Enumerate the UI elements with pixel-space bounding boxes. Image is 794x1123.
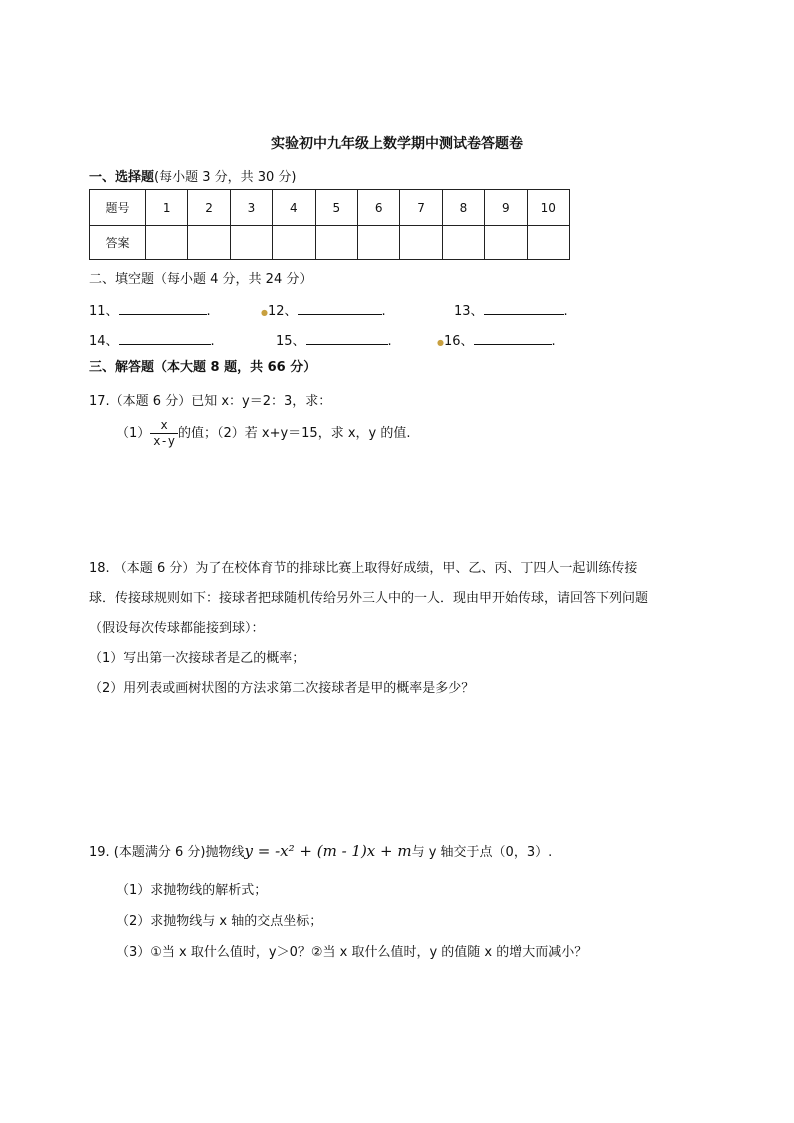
q18-line4: （1）写出第一次接球者是乙的概率；: [89, 651, 306, 666]
fill-blank[interactable]: [119, 302, 207, 315]
table-number-cell: 9: [485, 190, 527, 226]
fill-blank[interactable]: [119, 332, 211, 345]
fill-item-15: [276, 330, 392, 349]
answer-cell[interactable]: [400, 226, 442, 260]
answer-cell[interactable]: [230, 226, 272, 260]
fraction: [150, 418, 178, 449]
fill-period: .: [387, 334, 392, 349]
q19-suffix: 与 y 轴交于点（0，3）.: [411, 845, 553, 860]
table-number-cell: 6: [357, 190, 399, 226]
stray-dot: ●: [437, 338, 444, 347]
table-number-cell: 10: [527, 190, 569, 226]
answer-cell[interactable]: [273, 226, 315, 260]
fill-item-14: [89, 330, 215, 349]
fill-label: 13、: [454, 304, 484, 319]
page-title: 实验初中九年级上数学期中测试卷答题卷: [271, 136, 523, 152]
fill-label: 16、: [443, 334, 474, 349]
table-number-cell: 2: [188, 190, 230, 226]
table-number-cell: 1: [146, 190, 188, 226]
table-number-cell: 7: [400, 190, 442, 226]
answer-cell[interactable]: [188, 226, 230, 260]
stray-dot: ●: [261, 308, 268, 317]
q17-line1: 17.（本题 6 分）已知 x：y＝2：3，求：: [89, 394, 332, 409]
fill-label: 14、: [89, 334, 119, 349]
table-number-cell: 8: [442, 190, 484, 226]
table-number-cell: 5: [315, 190, 357, 226]
table-row2-label: 答案: [90, 226, 146, 260]
answer-cell[interactable]: [146, 226, 188, 260]
q19-part3: （3）①当 x 取什么值时，y＞0？②当 x 取什么值时，y 的值随 x 的增大而减小？: [116, 945, 588, 960]
fill-label: 15、: [276, 334, 306, 349]
fill-item-13: [454, 300, 568, 319]
section3-heading: 三、解答题（本大题 8 题，共 66 分）: [89, 360, 317, 375]
section1-heading: 一、选择题: [89, 170, 155, 185]
section1-heading-line: [89, 166, 297, 185]
table-number-cell: 4: [273, 190, 315, 226]
fill-period: .: [563, 304, 568, 319]
answer-table: [89, 189, 570, 260]
table-number-cell: 3: [230, 190, 272, 226]
fill-blank[interactable]: [306, 332, 388, 345]
fill-blank[interactable]: [298, 302, 382, 315]
section2-heading: 二、填空题（每小题 4 分，共 24 分）: [89, 272, 313, 287]
fill-item-11: [89, 300, 211, 319]
answer-cell[interactable]: [315, 226, 357, 260]
fill-label: 12、: [267, 304, 298, 319]
q19-line1: [89, 841, 552, 860]
answer-cell[interactable]: [442, 226, 484, 260]
table-row-numbers: [90, 190, 570, 226]
q17-line2: [116, 418, 410, 449]
q18-line3: （假设每次传球都能接到球）：: [89, 621, 265, 636]
fill-period: .: [210, 334, 215, 349]
answer-cell[interactable]: [357, 226, 399, 260]
q17-part1-suffix: 的值；（2）若 x+y＝15，求 x，y 的值.: [177, 426, 411, 441]
fill-label: 11、: [89, 304, 119, 319]
answer-cell[interactable]: [527, 226, 569, 260]
fill-period: .: [551, 334, 556, 349]
q19-prefix: 19. (本题满分 6 分)抛物线: [89, 845, 245, 860]
fill-period: .: [381, 304, 386, 319]
q18-line5: （2）用列表或画树状图的方法求第二次接球者是甲的概率是多少？: [89, 681, 475, 696]
fill-item-12: [261, 300, 386, 319]
section1-note: (每小题 3 分，共 30 分): [154, 170, 297, 185]
fill-period: .: [206, 304, 211, 319]
q19-formula: y = -x² + (m - 1)x + m: [244, 842, 412, 860]
fraction-numerator: x: [150, 418, 178, 434]
fraction-denominator: x-y: [153, 434, 175, 448]
q19-part1: （1）求抛物线的解析式；: [116, 883, 268, 898]
fill-item-16: [437, 330, 556, 349]
answer-cell[interactable]: [485, 226, 527, 260]
table-row-answers: [90, 226, 570, 260]
q19-part2: （2）求抛物线与 x 轴的交点坐标；: [116, 914, 323, 929]
fill-blank[interactable]: [484, 302, 564, 315]
fill-blank[interactable]: [474, 332, 552, 345]
q18-line1: 18. （本题 6 分）为了在校体育节的排球比赛上取得好成绩，甲、乙、丙、丁四人一起训练传接: [89, 561, 638, 576]
q17-part1-prefix: （1）: [116, 426, 151, 441]
table-row1-label: 题号: [90, 190, 146, 226]
q18-line2: 球．传接球规则如下：接球者把球随机传给另外三人中的一人．现由甲开始传球，请回答下列问题: [89, 591, 649, 606]
